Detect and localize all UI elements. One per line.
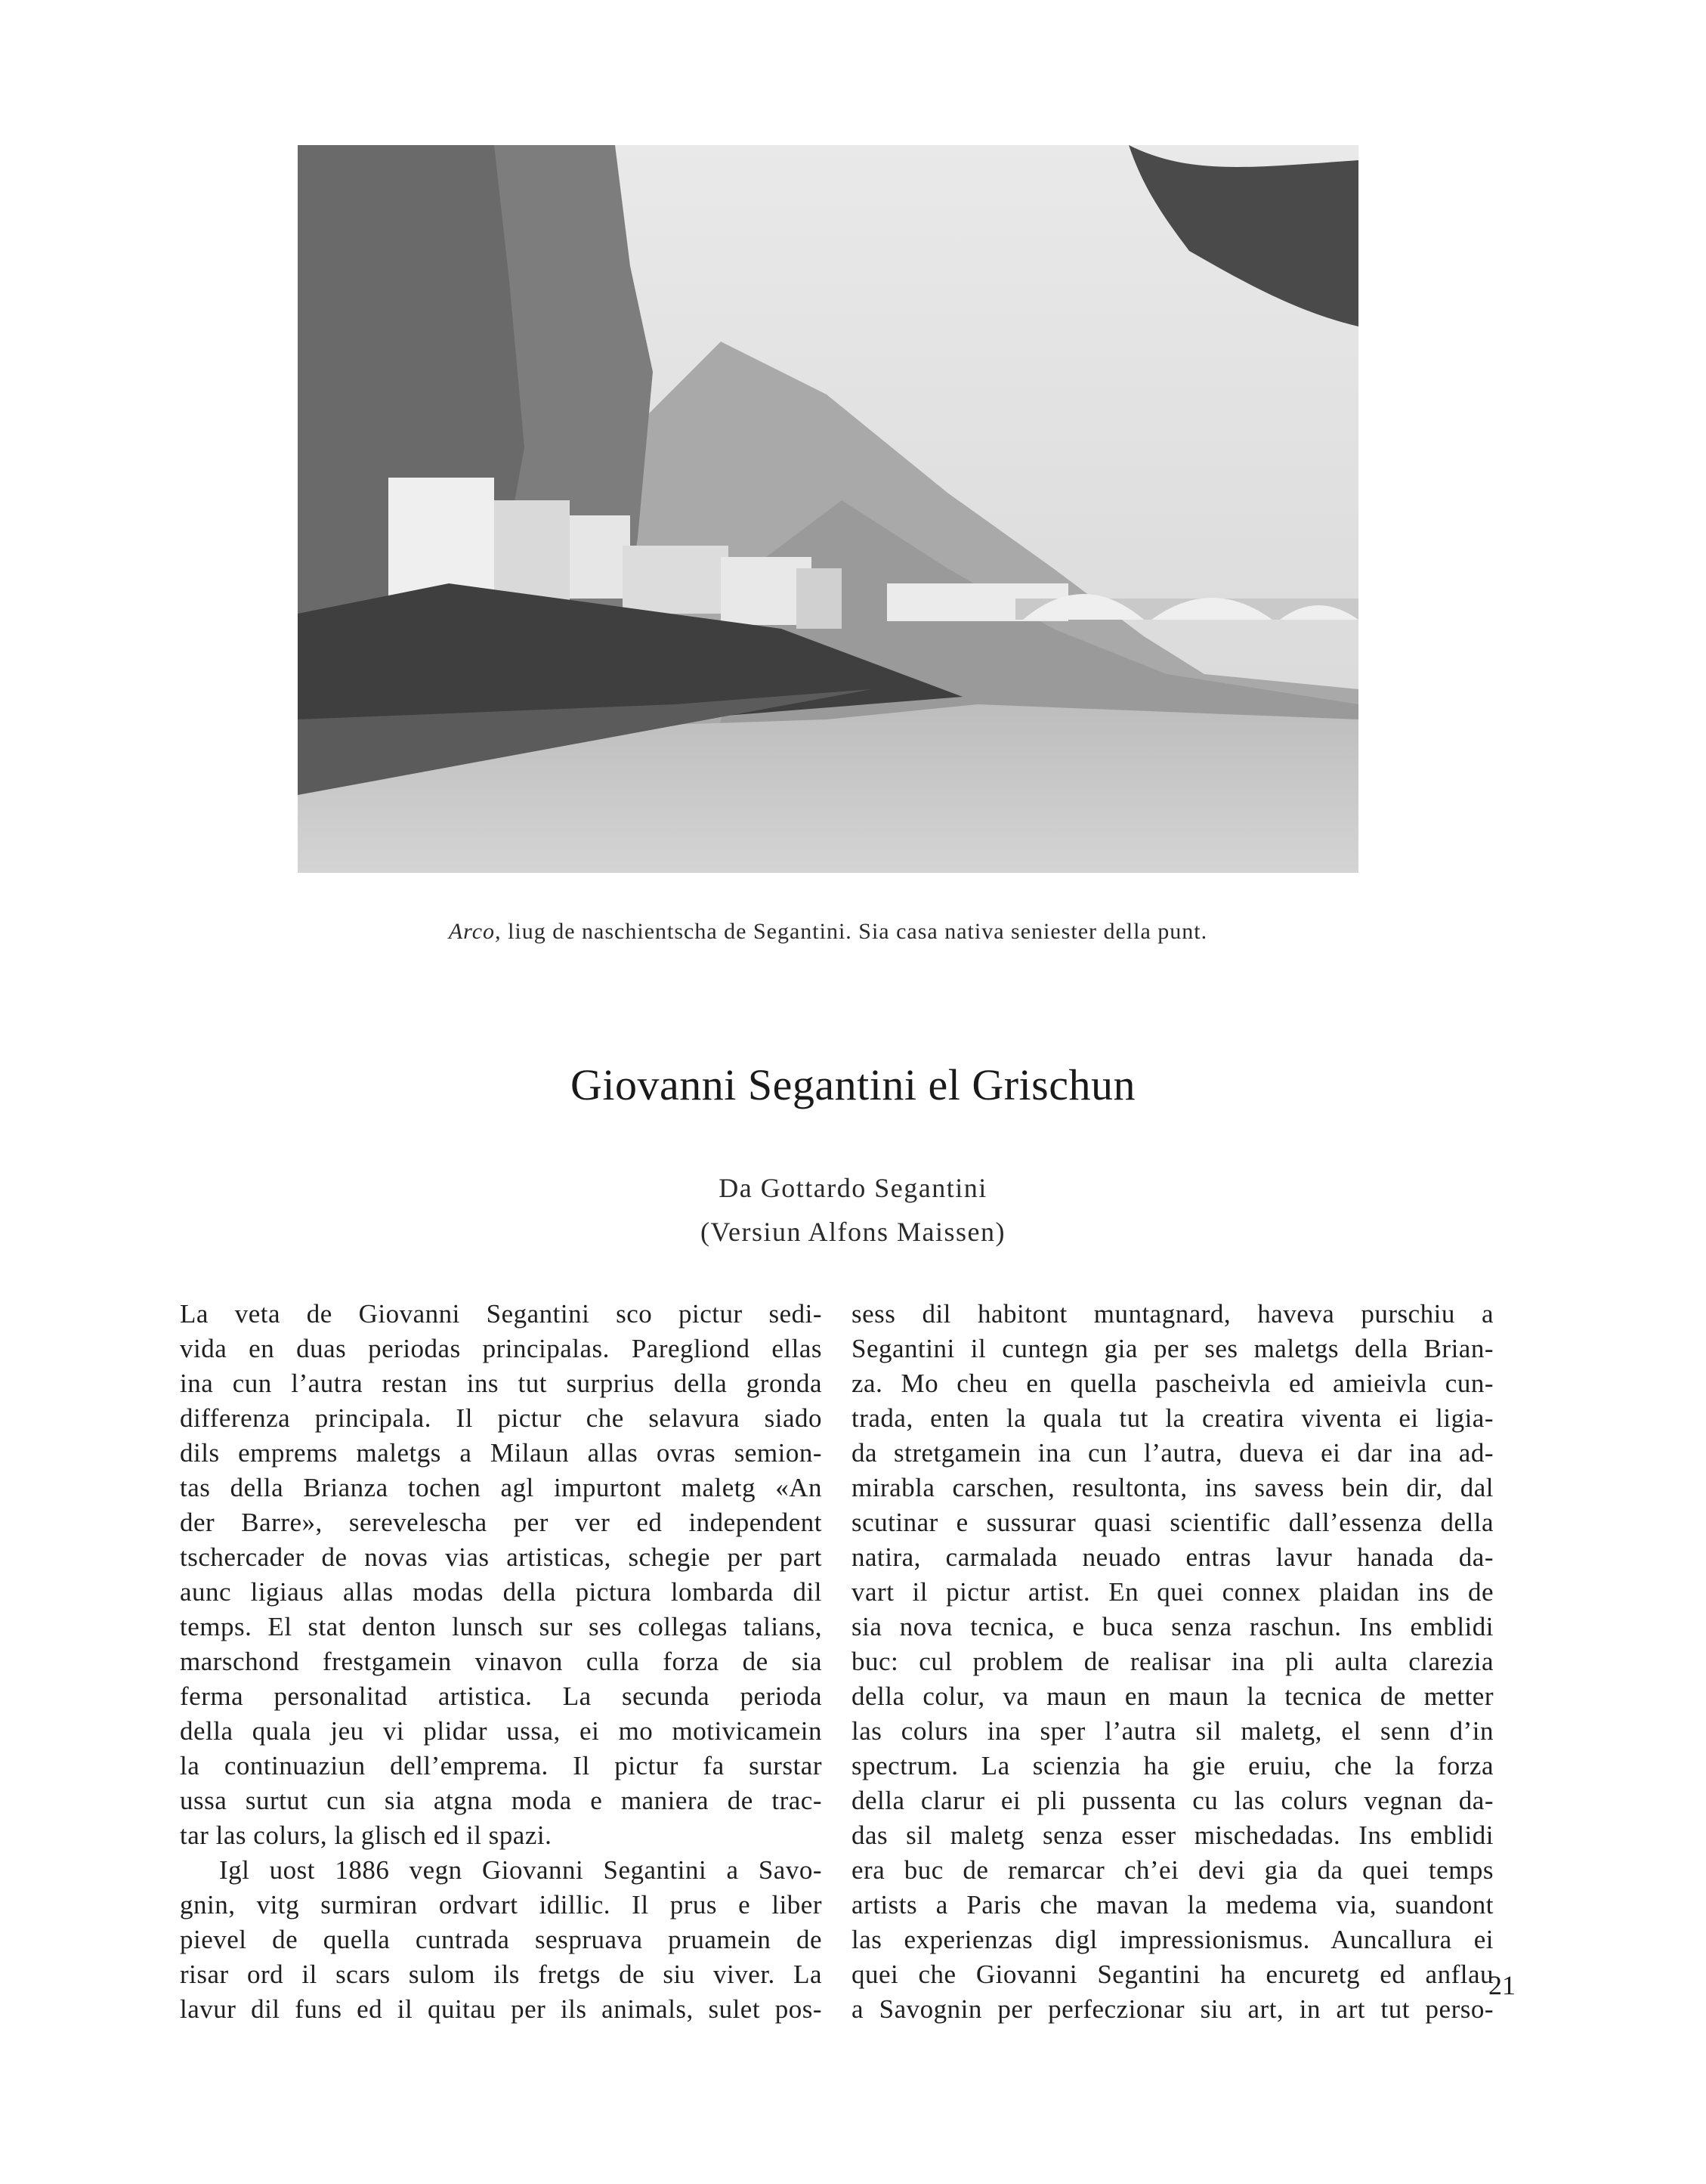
- arco-photo: [298, 145, 1358, 873]
- text-line: vida en duas periodas principalas. Paregliond ellas: [180, 1334, 822, 1363]
- text-line: sess dil habitont muntagnard, haveva purschiu a: [851, 1299, 1494, 1329]
- text-line: marschond frestgamein vinavon culla forza de sia: [180, 1647, 822, 1676]
- text-line: aunc ligiaus allas modas della pictura lombarda dil: [180, 1577, 822, 1607]
- text-line: za. Mo cheu en quella pascheivla ed amieivla cun-: [851, 1369, 1494, 1398]
- text-line: da stretgamein ina cun l’autra, dueva ei dar ina ad-: [851, 1438, 1494, 1468]
- text-line: della colur, va maun en maun la tecnica de metter: [851, 1681, 1494, 1711]
- text-line: buc: cul problem de realisar ina pli aulta clarezia: [851, 1647, 1494, 1676]
- caption-place: Arco,: [448, 919, 502, 944]
- text-line: vart il pictur artist. En quei connex plaidan ins de: [851, 1577, 1494, 1607]
- text-line: pievel de quella cuntrada sespruava pruamein de: [180, 1925, 822, 1954]
- text-line: Igl uost 1886 vegn Giovanni Segantini a Savo-: [219, 1855, 822, 1885]
- text-line: gnin, vitg surmiran ordvart idillic. Il prus e liber: [180, 1890, 822, 1920]
- text-line: tar las colurs, la glisch ed il spazi.: [180, 1821, 552, 1850]
- text-line: natira, carmalada neuado entras lavur hanada da-: [851, 1542, 1494, 1572]
- article-title: Giovanni Segantini el Grischun: [570, 1060, 1136, 1109]
- text-line: temps. El stat denton lunsch sur ses collegas talians,: [180, 1612, 822, 1641]
- text-line: era buc de remarcar ch’ei devi gia da quei temps: [851, 1855, 1494, 1885]
- caption-text: liug de naschientscha de Segantini. Sia casa nativa seniester della punt.: [501, 919, 1208, 944]
- text-line: las experienzas digl impressionismus. Auncallura ei: [851, 1925, 1494, 1954]
- text-line: ussa surtut cun sia atgna moda e maniera de trac-: [180, 1786, 822, 1815]
- text-line: tas della Brianza tochen agl impurtont maletg «An: [180, 1473, 822, 1502]
- right-column: [851, 1297, 1494, 2027]
- text-line: sia nova tecnica, e buca senza raschun. Ins emblidi: [851, 1612, 1494, 1641]
- text-line: ina cun l’autra restan ins tut surprius della gronda: [180, 1369, 822, 1398]
- text-line: della quala jeu vi plidar ussa, ei mo motivicamein: [180, 1716, 822, 1746]
- text-line: risar ord il scars sulom ils fretgs de siu viver. La: [180, 1960, 822, 1989]
- article-author: Da Gottardo Segantini: [719, 1173, 987, 1203]
- text-line: trada, enten la quala tut la creatira viventa ei ligia-: [851, 1403, 1494, 1433]
- text-line: la continuaziun dell’emprema. Il pictur fa surstar: [180, 1751, 822, 1780]
- photo-caption: [298, 919, 1358, 945]
- text-line: La veta de Giovanni Segantini sco pictur sedi-: [180, 1299, 822, 1329]
- left-column: [180, 1297, 822, 2027]
- text-line: quei che Giovanni Segantini ha encuretg ed anflau: [851, 1960, 1494, 1989]
- text-line: dils emprems maletgs a Milaun allas ovras semion-: [180, 1438, 822, 1468]
- text-line: ferma personalitad artistica. La secunda perioda: [180, 1681, 822, 1711]
- text-line: das sil maletg senza esser mischedadas. Ins emblidi: [851, 1821, 1494, 1850]
- article-translator: (Versiun Alfons Maissen): [700, 1217, 1006, 1247]
- text-line: a Savognin per perfeczionar siu art, in art tut perso-: [851, 1994, 1494, 2024]
- text-line: della clarur ei pli pussenta cu las colurs vegnan da-: [851, 1786, 1494, 1815]
- text-line: der Barre», serevelescha per ver ed independent: [180, 1508, 822, 1537]
- text-line: spectrum. La scienzia ha gie eruiu, che la forza: [851, 1751, 1494, 1780]
- text-line: las colurs ina sper l’autra sil maletg, el senn d’in: [851, 1716, 1494, 1746]
- text-line: tschercader de novas vias artisticas, schegie per part: [180, 1542, 822, 1572]
- text-line: lavur dil funs ed il quitau per ils animals, sulet pos-: [180, 1994, 822, 2024]
- text-line: Segantini il cuntegn gia per ses maletgs della Brian-: [851, 1334, 1494, 1363]
- text-line: scutinar e sussurar quasi scientific dall’essenza della: [851, 1508, 1494, 1537]
- text-line: artists a Paris che mavan la medema via, suandont: [851, 1890, 1494, 1920]
- text-line: mirabla carschen, resultonta, ins savess bein dir, dal: [851, 1473, 1494, 1502]
- landscape-photo-icon: [298, 145, 1358, 873]
- text-line: differenza principala. Il pictur che selavura siado: [180, 1403, 822, 1433]
- page-number: 21: [1488, 1970, 1516, 2000]
